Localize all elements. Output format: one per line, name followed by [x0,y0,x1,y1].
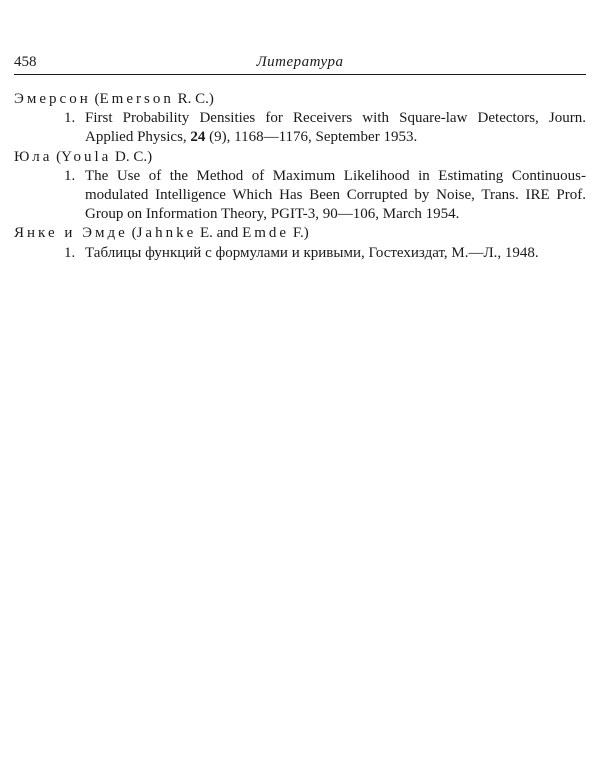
entry-number: 1. [64,167,76,184]
entry-volume: 24 [190,129,206,146]
entry-text-tail: (9), 1168—1176, September 1953. [205,129,418,146]
page-number: 458 [14,54,37,70]
running-title: Литература [256,54,344,70]
author-line-jahnke-emde [14,224,586,243]
bib-entry-emerson-1 [14,109,586,147]
author-name-latin-2: Emde [242,225,290,242]
author-name-latin-1: Jahnke [136,225,197,242]
author-line-youla [14,148,586,167]
author-open-paren: ( [52,148,62,165]
entry-number: 1. [64,244,76,261]
author-mid: E. and [196,225,243,242]
page-header [14,52,586,74]
author-name-ru: Эмерсон [14,91,91,107]
entry-text: First Probability Densities for Receivers with Square-law Detectors, Journ. Applied Physics, [85,110,586,146]
author-name-ru: Янке и Эмде [14,225,128,242]
author-initials: F.) [289,225,309,242]
author-name-ru: Юла [14,148,53,165]
author-line-emerson [14,90,586,109]
header-rule [14,74,586,75]
author-open-paren: ( [127,225,137,242]
author-open-paren: ( [90,91,100,107]
entry-number: 1. [64,110,76,127]
bib-entry-jahnke-1 [14,244,586,263]
author-name-latin: Youla [61,148,112,165]
entry-text: The Use of the Method of Maximum Likelihood in Estimating Continuous-modulated Intelligence Which Has Been Corrupted by Noise, Trans. IRE Prof. Group on Information Theory, PGIT-3, 90—106, March 1954. [85,167,586,223]
author-name-latin: Emerson [99,91,174,107]
author-initials: D. C.) [111,148,153,165]
entry-text: Таблицы функций с формулами и кривыми, Гостехиздат, М.—Л., 1948. [85,244,539,261]
bib-entry-youla-1 [14,167,586,225]
bibliography-list [14,90,586,263]
author-initials: R. C.) [173,91,214,107]
